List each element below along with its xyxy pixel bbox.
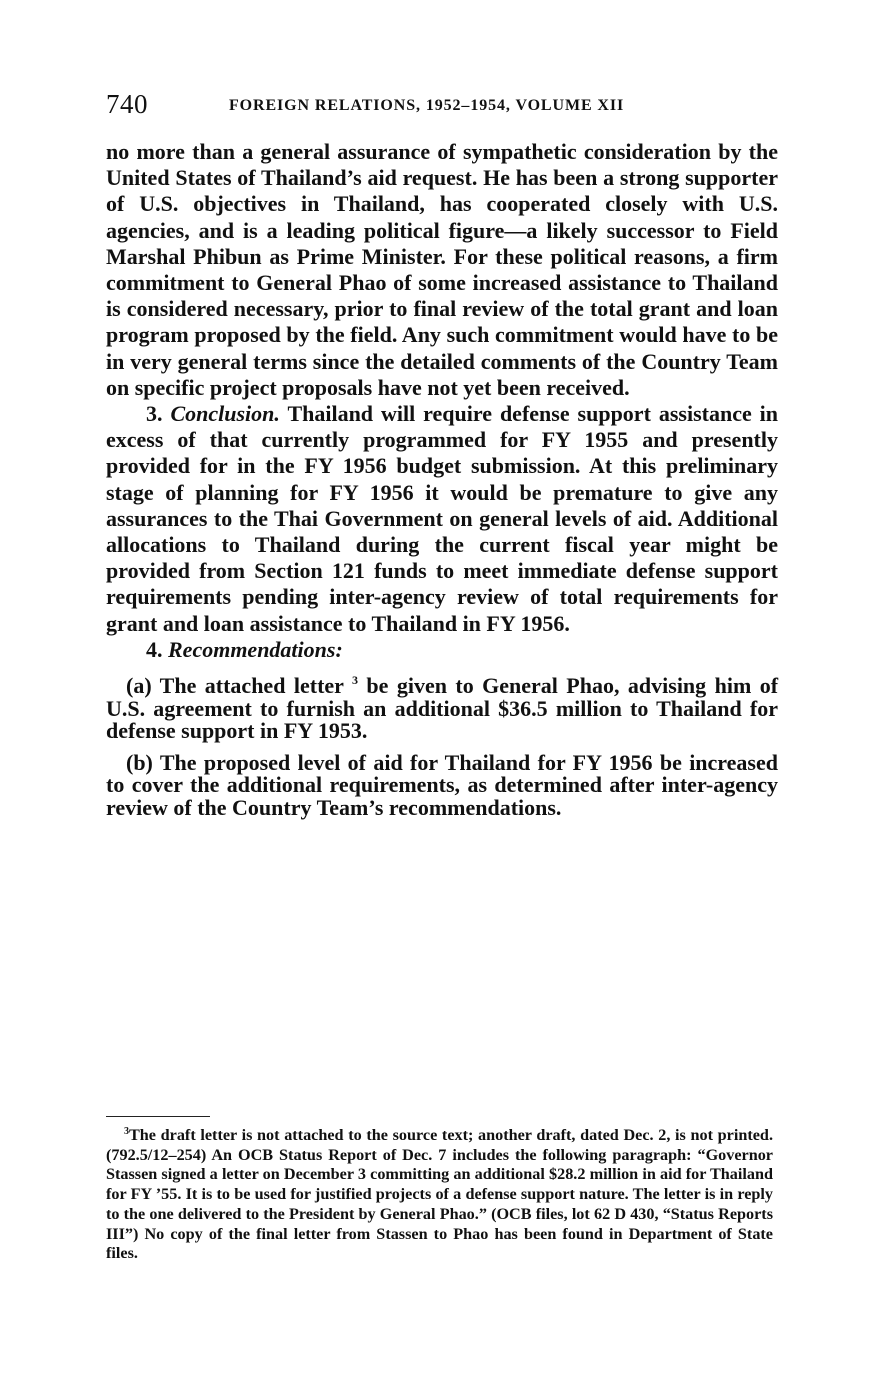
recommendations-number: 4. <box>146 636 163 662</box>
footnote-marker: 3 <box>124 1126 129 1137</box>
paragraph-conclusion <box>106 401 778 637</box>
conclusion-heading: Conclusion. <box>170 401 280 427</box>
recommendation-b: (b) The proposed level of aid for Thailand for FY 1956 be increased to cover the additional requirements, as determined after inter-agency review of the Country Team’s recommendations. <box>106 749 778 820</box>
running-title: FOREIGN RELATIONS, 1952–1954, VOLUME XII <box>229 97 625 114</box>
paragraph-recommendations-heading <box>106 637 778 663</box>
recommendation-a <box>106 675 778 743</box>
footnote <box>106 1126 773 1264</box>
footnote-reference[interactable]: 3 <box>351 673 358 688</box>
conclusion-text: Thailand will require defense support assistance in excess of that currently programmed for FY 1955 and presently provided for in the FY 1956 budget submission. At this preliminary stage of planning for FY 1956 it would be premature to give any assurances to the Thai Government on general levels of aid. Additional allocations to Thailand during the current fiscal year might be provided from Section 121 funds to meet immediate defense support requirements pending inter-agency review of total requirements for grant and loan assistance to Thailand in FY 1956. <box>106 401 779 636</box>
footnote-text: The draft letter is not attached to the source text; another draft, dated Dec. 2, is not printed. (792.5/12–254) An OCB Status Report of Dec. 7 includes the following paragraph: “Governor Stassen signed a letter on December 3 committing an additional $28.2 million in aid for Thailand for FY ’55. It is to be used for justified projects of a defense support nature. The letter is in reply to the one delivered to the President by General Phao.” (OCB files, lot 62 D 430, “Status Reports III”) No copy of the final letter from Stassen to Phao has been found in Department of State files. <box>106 1126 773 1263</box>
recommendations-list <box>106 675 778 819</box>
recommendations-heading: Recommendations: <box>168 636 343 662</box>
recommendation-a-after: be given to General Phao, advising him of U.S. agreement to furnish an additional $36.5 million to Thailand for defense support in FY 1953. <box>106 673 779 744</box>
paragraph-continuation: no more than a general assurance of sympathetic consideration by the United States of Thailand’s aid request. He has been a strong supporter of U.S. objectives in Thailand, has cooperated closely with U.S. agencies, and is a leading political figure—a likely successor to Field Marshal Phibun as Prime Minister. For these political reasons, a firm commitment to General Phao of some increased assistance to Thailand is considered necessary, prior to final review of the total grant and loan program proposed by the field. Any such commitment would have to be in very general terms since the detailed comments of the Country Team on specific project proposals have not yet been received. <box>106 139 778 400</box>
main-text <box>106 139 778 819</box>
footnote-paragraph <box>106 1126 773 1264</box>
footnote-divider <box>106 1116 210 1117</box>
page-number: 740 <box>106 89 148 119</box>
recommendation-a-before: (a) The attached letter <box>126 673 344 699</box>
conclusion-number: 3. <box>146 401 163 427</box>
